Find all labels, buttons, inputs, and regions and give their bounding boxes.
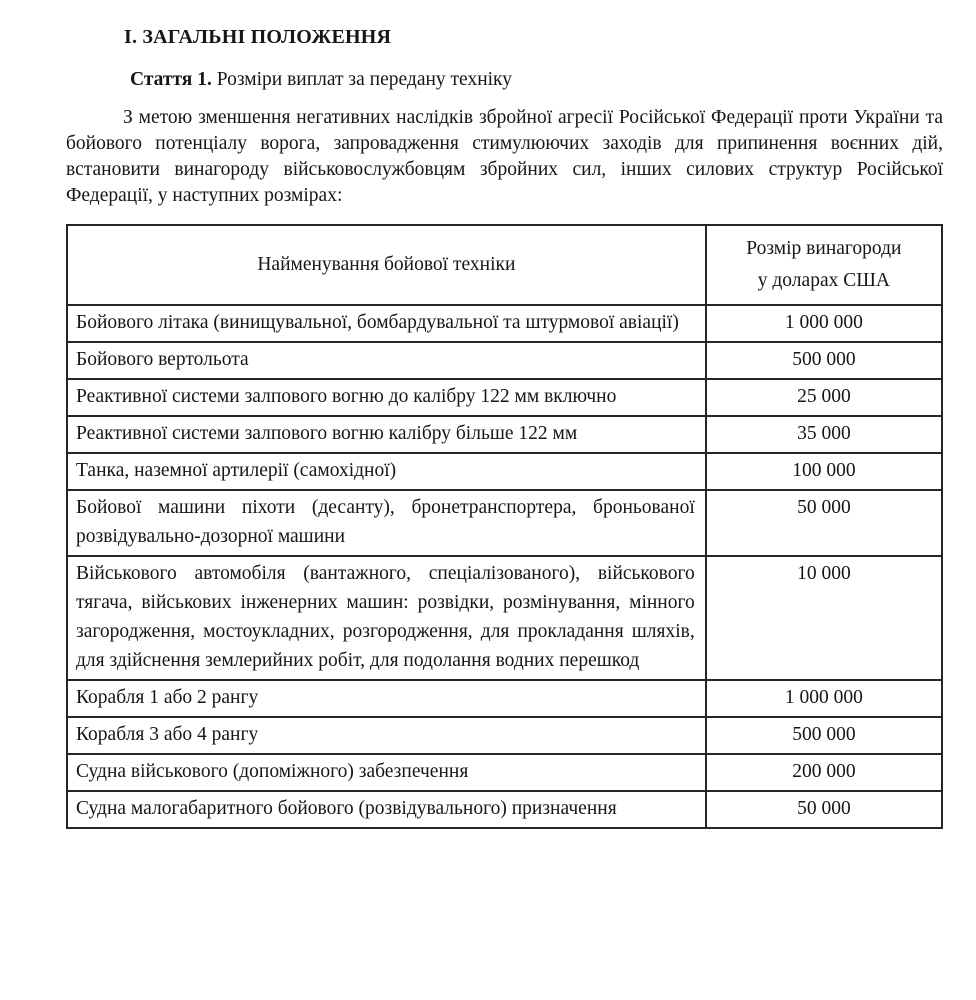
equipment-name-cell: Судна військового (допоміжного) забезпечення: [67, 754, 706, 791]
column-header-reward-line2: у доларах США: [757, 270, 890, 291]
table-row: [67, 680, 942, 717]
table-row: [67, 556, 942, 680]
column-header-reward-line1: Розмір винагороди: [746, 238, 902, 259]
section-title: І. ЗАГАЛЬНІ ПОЛОЖЕННЯ: [124, 26, 392, 48]
table-row: [67, 754, 942, 791]
equipment-name-cell: Бойового літака (винищувальної, бомбардувальної та штурмової авіації): [67, 305, 706, 342]
table-row: [67, 453, 942, 490]
equipment-name-cell: Корабля 1 або 2 рангу: [67, 680, 706, 717]
equipment-reward-table: [66, 224, 943, 829]
reward-amount-cell: 500 000: [706, 342, 942, 379]
article-title: Розміри виплат за передану техніку: [216, 69, 513, 90]
reward-amount-cell: 25 000: [706, 379, 942, 416]
equipment-name-cell: Реактивної системи залпового вогню до калібру 122 мм включно: [67, 379, 706, 416]
reward-amount-cell: 1 000 000: [706, 680, 942, 717]
table-row: [67, 717, 942, 754]
reward-amount-cell: 50 000: [706, 791, 942, 828]
reward-amount-cell: 200 000: [706, 754, 942, 791]
table-row: [67, 416, 942, 453]
reward-amount-cell: 500 000: [706, 717, 942, 754]
table-row: [67, 791, 942, 828]
reward-amount-cell: 100 000: [706, 453, 942, 490]
table-row: [67, 342, 942, 379]
table-row: [67, 379, 942, 416]
equipment-name-cell: Бойової машини піхоти (десанту), бронетранспортера, броньованої розвідувально-дозорної машини: [67, 490, 706, 556]
equipment-name-cell: Реактивної системи залпового вогню калібру більше 122 мм: [67, 416, 706, 453]
table-header-row: [67, 225, 942, 305]
intro-paragraph: З метою зменшення негативних наслідків збройної агресії Російської Федерації проти України та бойового потенціалу ворога, запровадження стимулюючих заходів для припинення воєнних дій, встановити винагороду військовослужбовцям збройних сил, інших силових структур Російської Федерації, у наступних розмірах:: [66, 107, 943, 206]
equipment-name-cell: Бойового вертольота: [67, 342, 706, 379]
column-header-reward: [706, 225, 942, 305]
table-row: [67, 490, 942, 556]
reward-amount-cell: 1 000 000: [706, 305, 942, 342]
article-number: Стаття 1.: [130, 69, 212, 90]
article-heading: [130, 69, 943, 91]
equipment-name-cell: Судна малогабаритного бойового (розвідувального) призначення: [67, 791, 706, 828]
equipment-table-body: [67, 305, 942, 828]
equipment-name-cell: Корабля 3 або 4 рангу: [67, 717, 706, 754]
column-header-equipment-name: Найменування бойової техніки: [67, 225, 706, 305]
reward-amount-cell: 50 000: [706, 490, 942, 556]
table-row: [67, 305, 942, 342]
reward-amount-cell: 10 000: [706, 556, 942, 680]
equipment-name-cell: Танка, наземної артилерії (самохідної): [67, 453, 706, 490]
reward-amount-cell: 35 000: [706, 416, 942, 453]
equipment-name-cell: Військового автомобіля (вантажного, спеціалізованого), військового тягача, військових інженерних машин: розвідки, розмінування, мінного загородження, мостоукладних, розгородження, для прокладання шляхів, для здійснення землерийних робіт, для подолання водних перешкод: [67, 556, 706, 680]
